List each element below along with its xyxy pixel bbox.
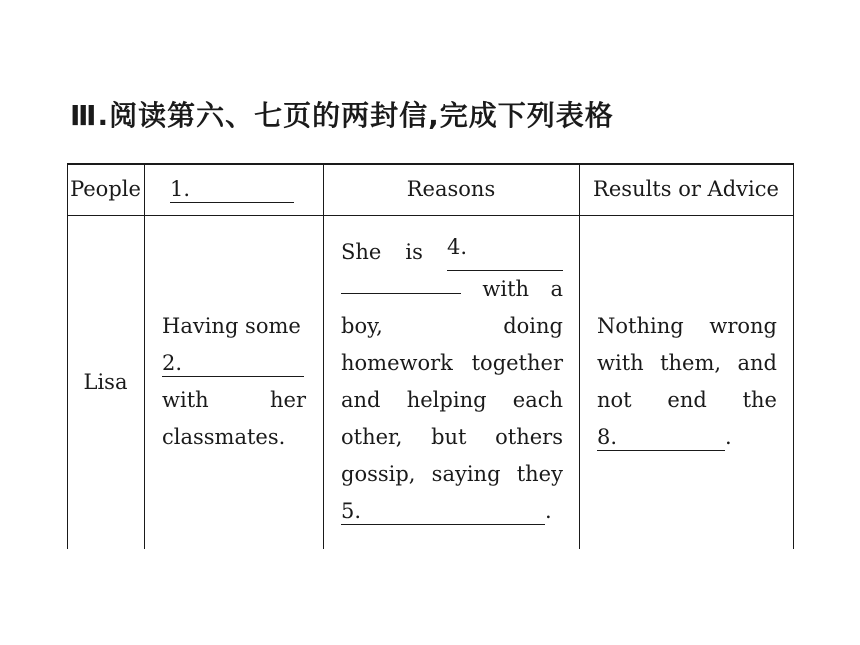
blank-4-field[interactable]: 4. <box>447 234 563 271</box>
results-line-2: with them, and <box>597 351 777 375</box>
blank-1-field[interactable]: 1. <box>170 176 294 203</box>
activity-line-3: with her <box>162 388 306 412</box>
results-line-1: Nothing wrong <box>597 314 777 338</box>
activity-blank-2-line <box>162 345 306 382</box>
column-divider-right-edge <box>793 163 794 549</box>
blank-5-field[interactable]: 5. <box>341 498 545 525</box>
reasons-cell <box>341 234 563 530</box>
blank-2-field[interactable]: 2. <box>162 350 304 377</box>
header-divider <box>67 215 794 216</box>
results-line-4: 8. . <box>597 425 732 449</box>
header-results: Results or Advice <box>593 177 779 201</box>
header-people: People <box>70 177 141 201</box>
header-blank-1[interactable] <box>170 171 300 208</box>
reasons-line-8: 5. . <box>341 499 552 523</box>
header-reasons: Reasons <box>406 177 496 201</box>
results-cell <box>597 308 777 456</box>
reasons-line-6: other, but others <box>341 425 563 449</box>
activity-cell <box>162 308 306 456</box>
reasons-line-5: and helping each <box>341 388 563 412</box>
reasons-line-4: homework together <box>341 351 563 375</box>
column-divider-1 <box>144 163 145 549</box>
reasons-line-3: boy, doing <box>341 314 563 338</box>
activity-line-4: classmates. <box>162 425 286 449</box>
column-divider-left-edge <box>67 163 68 549</box>
person-lisa: Lisa <box>83 370 128 394</box>
reasons-line-1: She is 4. <box>341 234 563 271</box>
exercise-heading: Ⅲ.阅读第六、七页的两封信,完成下列表格 <box>70 99 614 132</box>
reasons-line-7: gossip, saying they <box>341 462 563 486</box>
reasons-line-2: with a <box>341 271 563 308</box>
results-line-3: not end the <box>597 388 777 412</box>
column-divider-3 <box>579 163 580 549</box>
blank-8-field[interactable]: 8. <box>597 424 725 451</box>
blank-4-continuation[interactable] <box>341 271 461 294</box>
column-divider-2 <box>323 163 324 549</box>
activity-line-1: Having some <box>162 314 301 338</box>
